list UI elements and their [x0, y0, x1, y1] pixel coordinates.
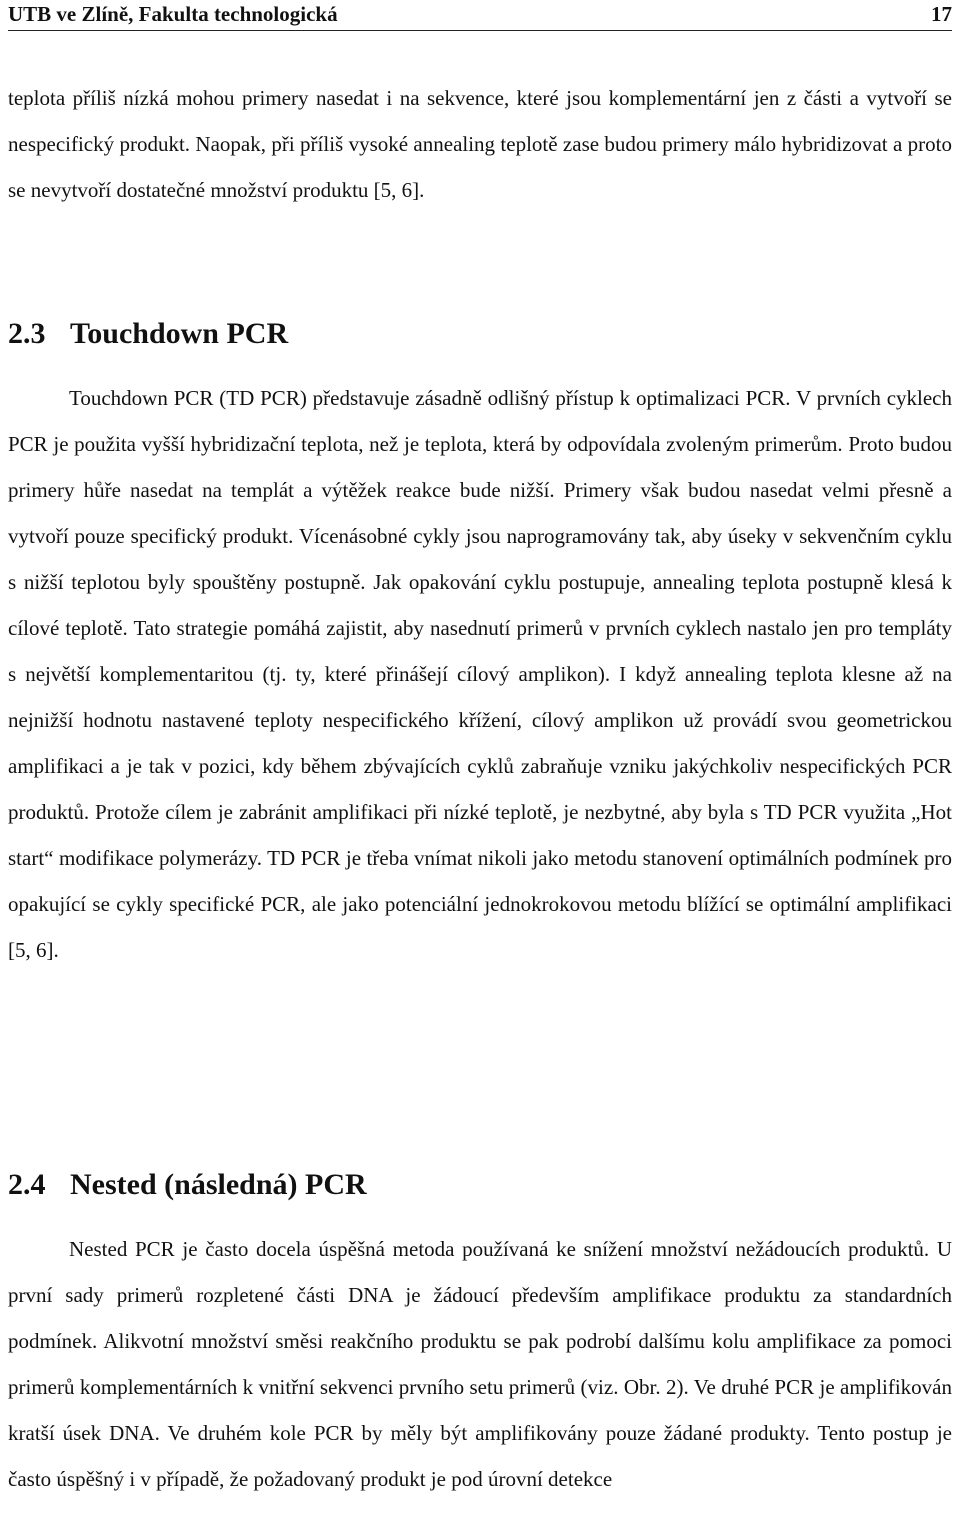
- paragraph-intro: teplota příliš nízká mohou primery nasedat i na sekvence, které jsou komplementární jen z části a vytvoří se nespecifický produkt. Naopak, při příliš vysoké annealing teplotě zase budou primery málo hybridizovat a proto se nevytvoří dostatečné množství produktu [5, 6].: [8, 86, 952, 202]
- section-heading-2-3: [8, 317, 288, 351]
- section-title: Nested (následná) PCR: [70, 1168, 367, 1201]
- section-number: 2.3: [8, 317, 46, 350]
- paragraph-touchdown-pcr: Touchdown PCR (TD PCR) představuje zásadně odlišný přístup k optimalizaci PCR. V prvních cyklech PCR je použita vyšší hybridizační teplota, než je teplota, která by odpovídala zvoleným primerům. Proto budou primery hůře nasedat na templát a výtěžek reakce bude nižší. Primery však budou nasedat velmi přesně a vytvoří pouze specifický produkt. Vícenásobné cykly jsou naprogramovány tak, aby úseky v sekvenčním cyklu s nižší teplotou byly spouštěny postupně. Jak opakování cyklu postupuje, annealing teplota postupně klesá k cílové teplotě. Tato strategie pomáhá zajistit, aby nasednutí primerů v prvních cyklech nastalo jen pro templáty s největší komplementaritou (tj. ty, které přinášejí cílový amplikon). I když annealing teplota klesne až na nejnižší hodnotu nastavené teploty nespecifického křížení, cílový amplikon už provádí svou geometrickou amplifikaci a je tak v pozici, kdy během zbývajících cyklů zabraňuje vzniku jakýchkoliv nespecifických PCR produktů. Protože cílem je zabránit amplifikaci při nízké teplotě, je nezbytné, aby byla s TD PCR využita „Hot start“ modifikace polymerázy. TD PCR je třeba vnímat nikoli jako metodu stanovení optimálních podmínek pro opakující se cykly specifické PCR, ale jako potenciální jednokrokovou metodu blížící se optimální amplifikaci [5, 6].: [8, 386, 952, 962]
- section-heading-2-4: [8, 1168, 367, 1202]
- page-number: 17: [931, 2, 952, 26]
- header-title: UTB ve Zlíně, Fakulta technologická: [8, 2, 338, 26]
- running-header: [8, 0, 952, 31]
- paragraph-nested-pcr: Nested PCR je často docela úspěšná metoda používaná ke snížení množství nežádoucích produktů. U první sady primerů rozpletené části DNA je žádoucí především amplifikace produktu za standardních podmínek. Alikvotní množství směsi reakčního produktu se pak podrobí dalšímu kolu amplifikace za pomoci primerů komplementárních k vnitřní sekvenci prvního setu primerů (viz. Obr. 2). Ve druhé PCR je amplifikován kratší úsek DNA. Ve druhém kole PCR by měly být amplifikovány pouze žádané produkty. Tento postup je často úspěšný i v případě, že požadovaný produkt je pod úrovní detekce: [8, 1237, 952, 1491]
- section-number: 2.4: [8, 1168, 46, 1201]
- section-title: Touchdown PCR: [70, 317, 289, 350]
